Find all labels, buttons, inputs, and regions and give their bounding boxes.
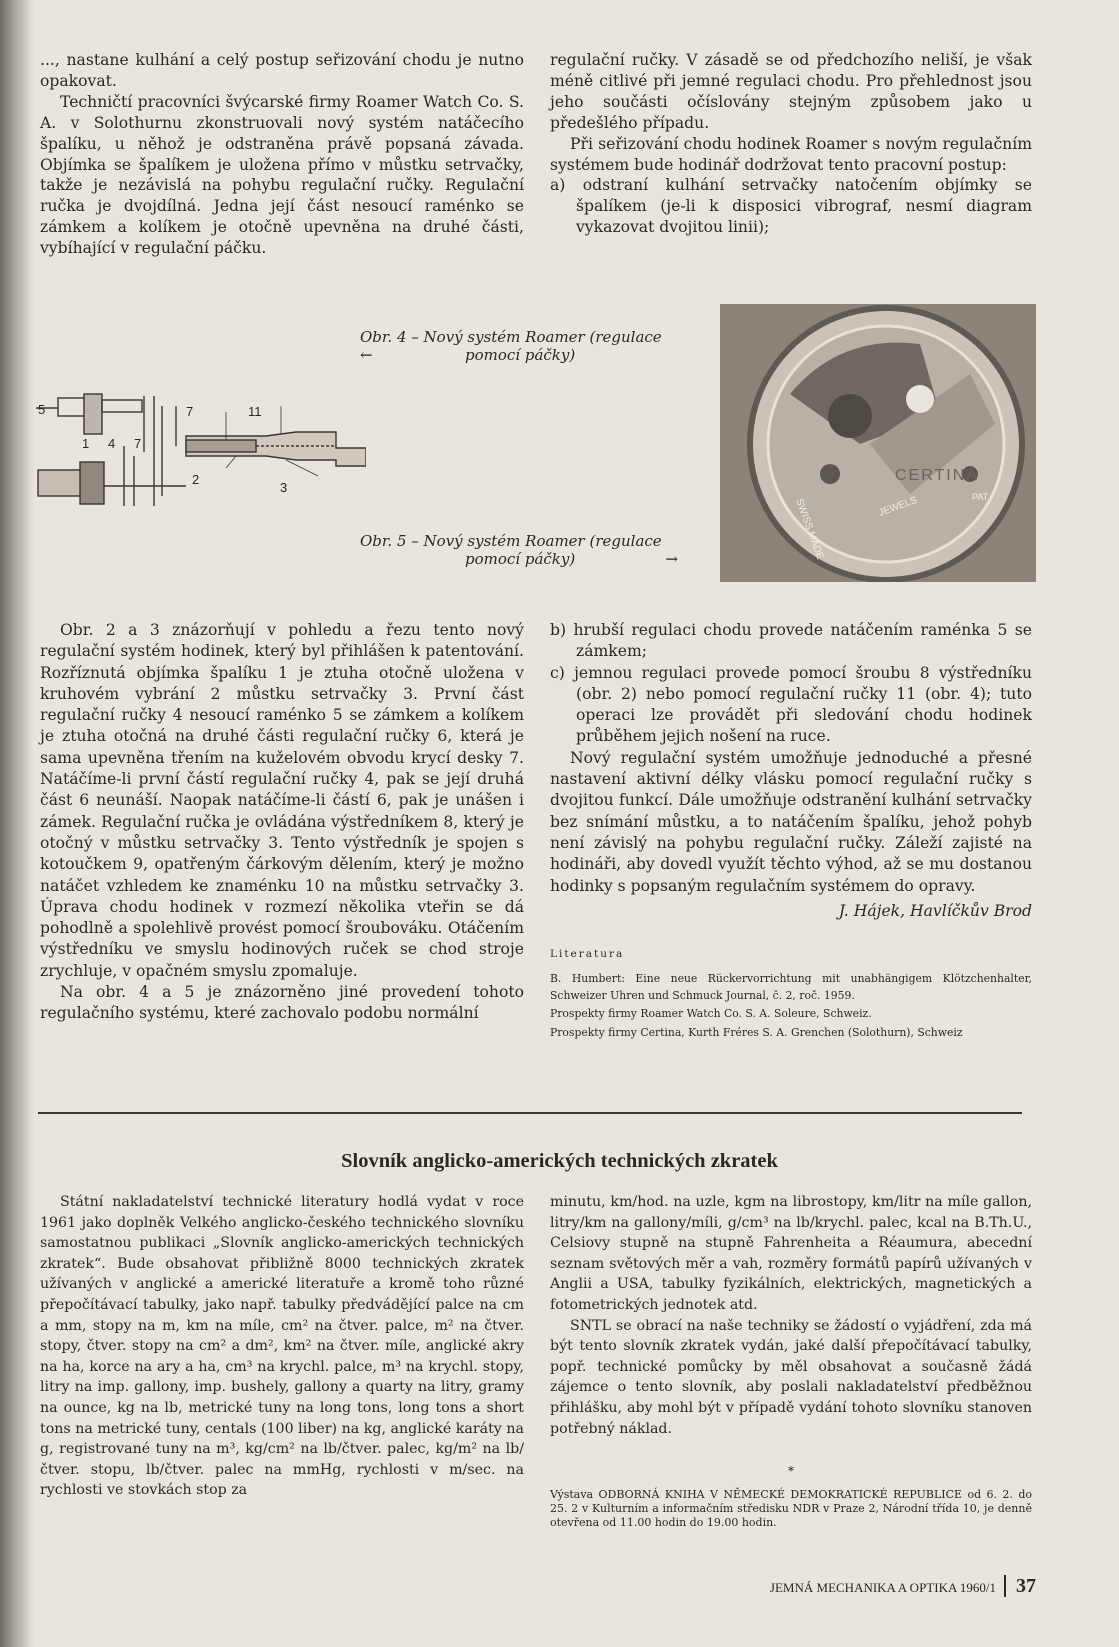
literature-item: Prospekty firmy Roamer Watch Co. S. A. Soleure, Schweiz.	[550, 1007, 872, 1021]
paragraph: Státní nakladatelství technické literatury hodlá vydat v roce 1961 jako doplněk Velkého anglicko-českého technického slovníku samostatnou publikaci „Slovník anglicko-amerických technických zkratek“. Bude obsahovat přibližně 8000 technických zkratek užívaných v anglické a americké literatuře a kromě toho různé přepočítávací tabulky, jako např. tabulky předvádějící palce na cm a mm, stopy na m, km na míle, cm² na čtver. palce, m² na čtver. stopy, čtver. stopy na cm² a dm², km² na čtver. míle, anglické akry na ha, korce na ary a ha, cm³ na krychl. palce, m³ na krychl. stopy, litry na imp. gallony, imp. bushely, gallony a quarty na litry, gramy na ounce, kg na lb, metrické tuny na long tons, long tons a short tons na metrické tuny, centals (100 liber) na kg, anglické karáty na g, registrované tuny na m³, kg/cm² na lb/čtver. palec, kg/m² na lb/čtver. stopu, lb/čtver. palec na mmHg, rychlosti v m/sec. na rychlosti ve stovkách stop za	[40, 1194, 524, 1499]
caption-line: Obr. 5 – Nový systém Roamer (regulace	[360, 532, 662, 550]
label-11: 11	[248, 404, 262, 419]
article-right-column	[550, 1192, 1032, 1530]
paragraph: Nový regulační systém umožňuje jednoduché a přesné nastavení aktivní délky vlásku pomocí regulační ručky s dvojitou funkcí. Dále umožňuje odstranění kulhání setrvačky bez snímání můstku, a to natáčením špalíku, jehož pohyb není závislý na pohybu regulační ručky. Záleží zajisté na hodináři, aby dovedl využít těchto výhod, až se mu dostanou hodinky s popsaným regulačním systémem do opravy.	[550, 748, 1032, 895]
author-signature: J. Hájek, Havlíčkův Brod	[838, 901, 1032, 920]
paragraph: Při seřizování chodu hodinek Roamer s novým regulačním systémem bude hodinář dodržovat tento pracovní postup:	[550, 134, 1032, 174]
label-4: 4	[108, 436, 116, 451]
caption-line: Obr. 4 – Nový systém Roamer (regulace	[360, 328, 662, 346]
label-7a: 7	[134, 436, 142, 451]
paragraph: SNTL se obrací na naše techniky se žádostí o vyjádření, zda má být tento slovník zkratek vydán, jaké další přepočítávací tabulky, popř. technické pomůcky by měl obsahovat a současně žádá zájemce o tento slovník, aby poslali nakladatelství předběžnou přihlášku, aby mohl být v případě vydání tohoto slovníku stanoven potřebný náklad.	[550, 1317, 1032, 1437]
page-number: 37	[1004, 1575, 1036, 1597]
middle-right-column	[550, 620, 1032, 1043]
separator-star: *	[788, 1464, 794, 1479]
literature-item: Prospekty firmy Certina, Kurth Fréres S. A. Grenchen (Solothurn), Schweiz	[550, 1025, 963, 1039]
caption-text: pomocí páčky)	[465, 346, 576, 364]
label-2: 2	[192, 472, 200, 487]
label-7: 7	[186, 404, 194, 419]
list-item: c) jemnou regulaci provede pomocí šroubu 8 výstředníku (obr. 2) nebo pomocí regulační ručky 11 (obr. 4); tuto operaci lze provádět při sledování chodu hodinek průběhem jejich nošení na ruce.	[550, 663, 1032, 746]
figure-4-caption	[360, 328, 690, 364]
literature-item: B. Humbert: Eine neue Rückervorrichtung mit unabhängigem Klötzchenhalter, Schweizer Uhren und Schmuck Journal, č. 2, roč. 1959.	[550, 972, 1032, 1002]
paragraph: Na obr. 4 a 5 je znázorněno jiné provedení tohoto regulačního systému, které zachovalo podobu normální	[40, 983, 524, 1023]
book-gutter-shadow	[0, 0, 34, 1647]
photo-swiss-text: SWISS MADE	[793, 497, 826, 562]
page-footer	[720, 1575, 1036, 1605]
paragraph: minutu, km/hod. na uzle, kgm na librostopy, km/litr na míle gallon, litry/km na gallony/míli, g/cm³ na lb/krychl. palec, kcal na B.Th.U., Celsiovy stupně na stupně Fahrenheita a Réaumura, abecední seznam světových měr a vah, rozměry formátů papírů užívaných v Anglii a USA, tabulky fyzikálních, elektrických, magnetických a fotometrických jednotek atd.	[550, 1194, 1032, 1313]
section-divider	[38, 1112, 1022, 1114]
caption-text: pomocí páčky)	[465, 550, 576, 568]
literature-heading: Literatura	[550, 948, 625, 961]
journal-name: JEMNÁ MECHANIKA A OPTIKA 1960/1	[769, 1580, 996, 1595]
literature-list	[550, 971, 1032, 1041]
watch-movement-photo	[720, 304, 1036, 582]
paragraph: ..., nastane kulhání a celý postup seřizování chodu je nutno opakovat.	[40, 51, 524, 90]
list-item: a) odstraní kulhání setrvačky natočením objímky se špalíkem (je-li k disposici vibrograf, nesmí diagram vykazovat dvojitou linii);	[550, 176, 1032, 237]
arrow-left-icon: ←	[360, 346, 373, 364]
label-3: 3	[280, 480, 288, 495]
photo-pat-text: PAT	[972, 492, 989, 502]
middle-left-column	[40, 620, 524, 1025]
label-5: 5	[38, 402, 46, 417]
exhibition-notice: Výstava ODBORNÁ KNIHA V NĚMECKÉ DEMOKRATICKÉ REPUBLICE od 6. 2. do 25. 2 v Kulturním a informačním středisku NDR v Praze 2, Národní třída 10, je denně otevřena od 11.00 hodin do 19.00 hodin.	[550, 1487, 1032, 1529]
paragraph: regulační ručky. V zásadě se od předchozího neliší, je však méně citlivé při jemné regulaci chodu. Pro přehlednost jsou jeho součásti očíslovány stejným způsobem jako u předešlého případu.	[550, 51, 1032, 132]
regulator-drawing	[36, 386, 366, 526]
label-1: 1	[82, 436, 90, 451]
caption-line	[360, 550, 678, 568]
photo-jewels-text: JEWELS	[877, 494, 919, 519]
paragraph: Obr. 2 a 3 znázorňují v pohledu a řezu tento nový regulační systém hodinek, který byl přihlášen k patentování. Rozříznutá objímka špalíku 1 je ztuha otočně uložena v kruhovém vybrání 2 můstku setrvačky 3. První část regulační ručky 4 nesoucí raménko 5 se zámkem a kolíkem je ztuha otočná na druhé části regulační ručky 6, která je sama upevněna třením na kuželovém obvodu krycí desky 7. Natáčíme-li první částí regulační ručky 4, pak se její druhá část 6 neunáší. Naopak natáčíme-li částí 6, pak je unášen i zámek. Regulační ručka je ovládána výstředníkem 8, který je otočný v můstku setrvačky 3. Tento výstředník je spojen s kotoučkem 9, opatřeným čárkovým dělením, který je možno natáčet vzhledem ke znaménku 10 na můstku setrvačky 3. Úprava chodu hodinek v rozmezí několika vteřin se dá pohodlně a spolehlivě provést pomocí šroubováku. Otáčením výstředníku ve smyslu hodinových ruček se chod stroje zrychluje, v opačném smyslu zpomaluje.	[40, 621, 524, 980]
top-left-column	[40, 50, 524, 259]
caption-line	[360, 346, 690, 364]
figure-5-caption	[360, 532, 678, 568]
paragraph: Techničtí pracovníci švýcarské firmy Roamer Watch Co. S. A. v Solothurnu zkonstruovali nový systém natáčecího špalíku, u něhož je odstraněna právě popsaná závada. Objímka se špalíkem je uložena přímo v můstku setrvačky, takže je nezávislá na pohybu regulační ručky. Regulační ručka je dvojdílná. Jedna její část nesoucí raménko se zámkem a kolíkem je otočně upevněna na druhé části, vybíhající v regulační páčku.	[40, 92, 524, 258]
photo-brand-text: CERTINA	[895, 467, 979, 484]
article-title: Slovník anglicko-amerických technických zkratek	[341, 1150, 778, 1172]
article-left-column	[40, 1192, 524, 1501]
list-item: b) hrubší regulaci chodu provede natáčením raménka 5 se zámkem;	[550, 621, 1032, 661]
arrow-right-icon: →	[665, 550, 678, 568]
top-right-column	[550, 50, 1032, 238]
